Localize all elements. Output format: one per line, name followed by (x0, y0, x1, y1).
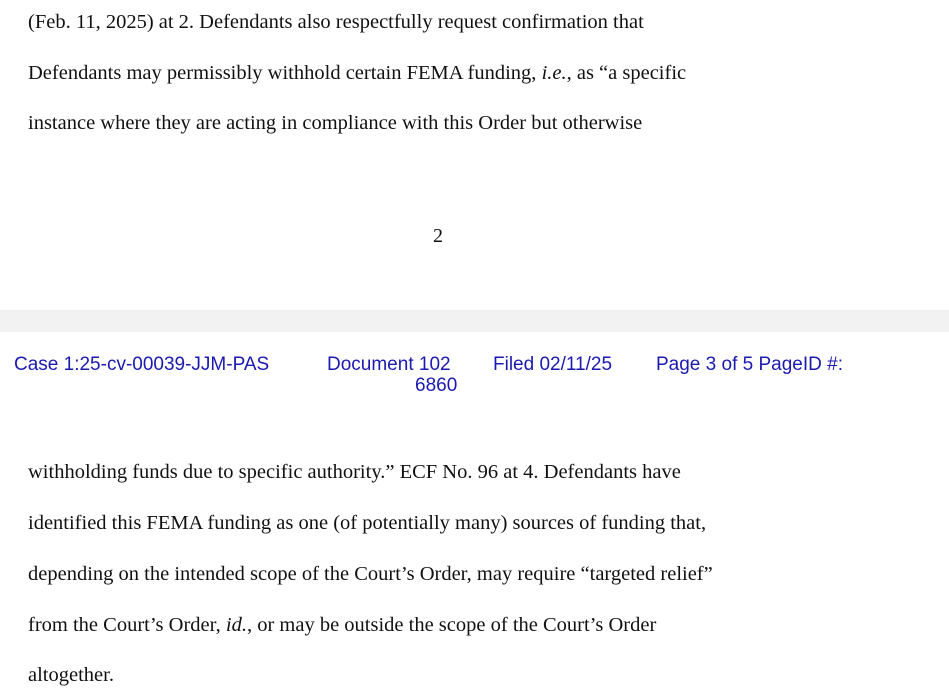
previous-page-fragment (0, 0, 949, 310)
body-text-line: (Feb. 11, 2025) at 2. Defendants also respectfully request confirmation that (28, 11, 644, 33)
body-text-line: instance where they are acting in compliance with this Order but otherwise (28, 112, 643, 134)
body-text-line: withholding funds due to specific authority.” ECF No. 96 at 4. Defendants have (28, 461, 681, 483)
page-number: 2 (433, 225, 443, 247)
document-number: Document 102 (327, 354, 451, 375)
page-info: Page 3 of 5 PageID #: (656, 354, 843, 375)
case-number: Case 1:25-cv-00039-JJM-PAS (14, 354, 270, 375)
body-text-line: Defendants may permissibly withhold certain FEMA funding, i.e., as “a specific (28, 62, 687, 84)
current-page (0, 332, 949, 699)
page-separator (0, 310, 949, 332)
body-text-line: identified this FEMA funding as one (of potentially many) sources of funding that, (28, 512, 707, 534)
body-text-line: altogether. (28, 664, 114, 686)
body-text-line: depending on the intended scope of the Court’s Order, may require “targeted relief” (28, 563, 713, 585)
body-text-line: from the Court’s Order, id., or may be outside the scope of the Court’s Order (28, 614, 657, 636)
filed-date: Filed 02/11/25 (493, 354, 613, 375)
page-id: 6860 (415, 375, 458, 396)
